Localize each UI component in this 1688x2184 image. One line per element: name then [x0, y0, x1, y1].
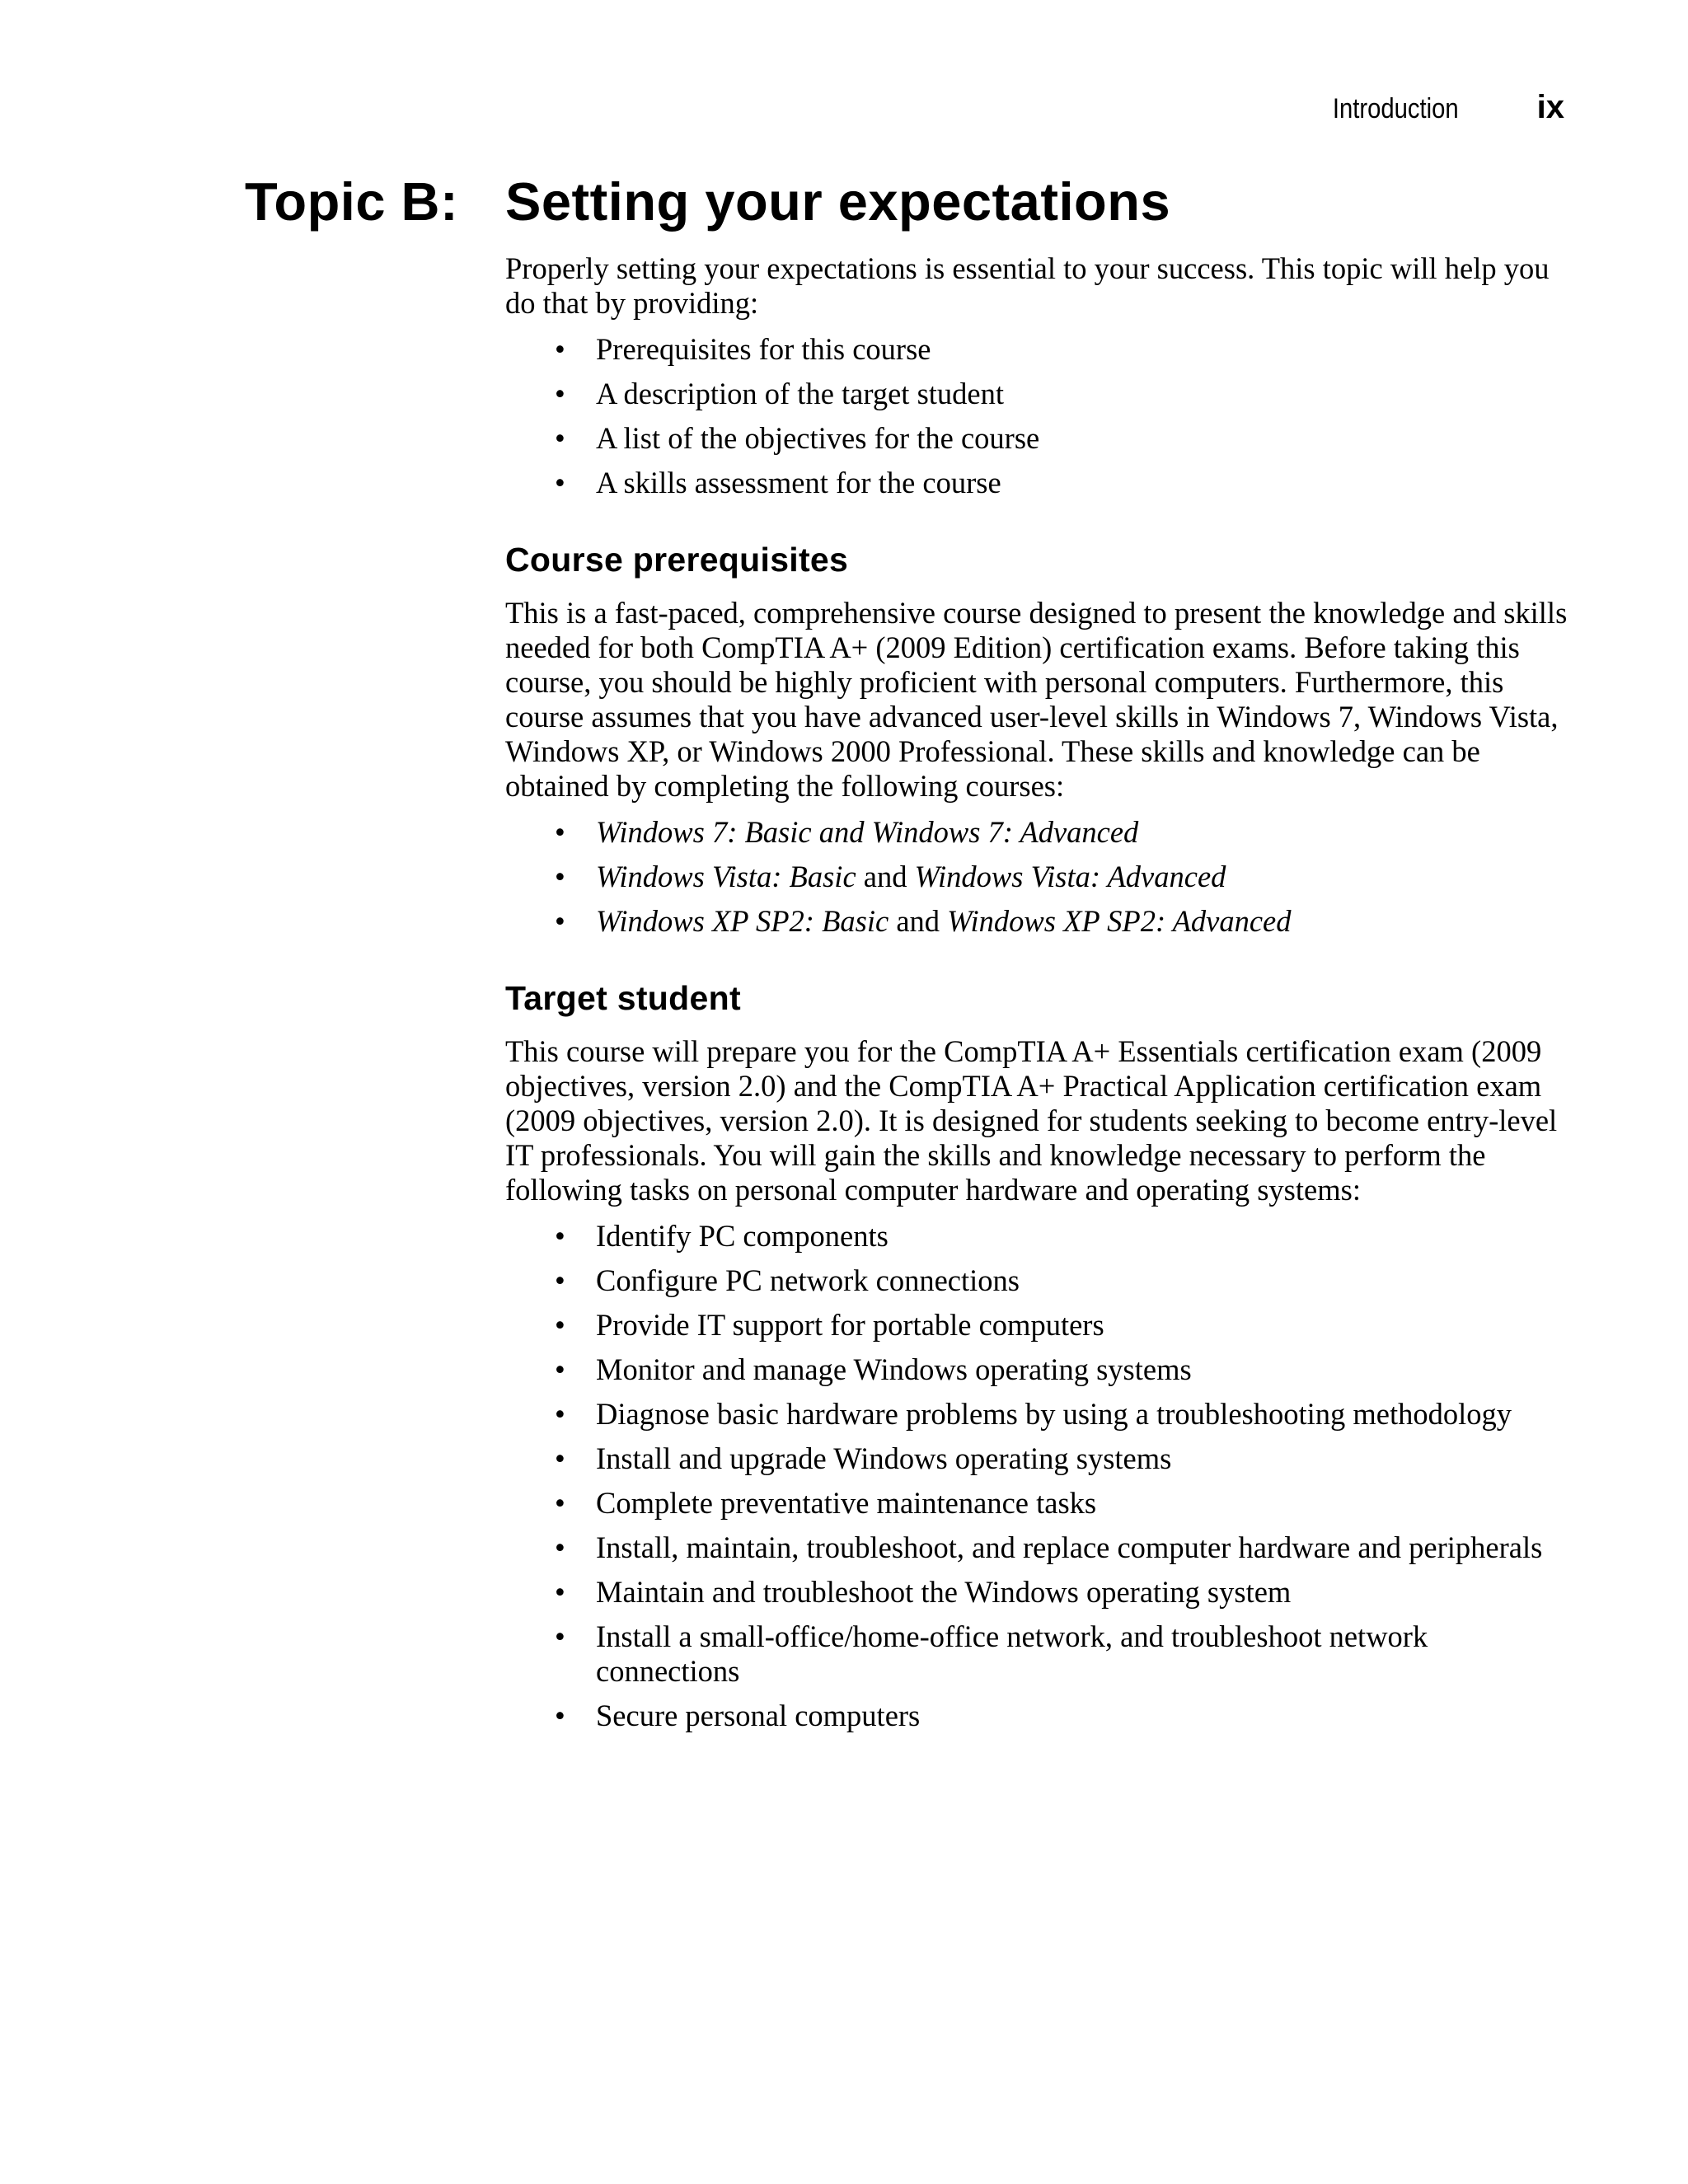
list-item: • Install and upgrade Windows operating systems: [596, 1441, 1577, 1476]
list-item: • Prerequisites for this course: [596, 332, 1577, 367]
intro-list: [505, 332, 1577, 500]
list-item: • Identify PC components: [596, 1219, 1577, 1254]
course-title: Windows XP SP2: Advanced: [947, 904, 1292, 938]
course-title: Windows XP SP2: Basic: [596, 904, 889, 938]
list-item: • Diagnose basic hardware problems by using a troubleshooting methodology: [596, 1397, 1577, 1432]
list-item: [596, 815, 1577, 850]
course-title: Windows 7: Advanced: [871, 815, 1139, 849]
list-item: • Install, maintain, troubleshoot, and replace computer hardware and peripherals: [596, 1530, 1577, 1565]
course-joiner: and: [889, 904, 948, 938]
courses-list: [505, 815, 1577, 939]
list-item: • Install a small-office/home-office network, and troubleshoot network connections: [596, 1619, 1577, 1689]
page-content: [505, 251, 1577, 1743]
prerequisites-heading: Course prerequisites: [505, 541, 849, 579]
list-item: • A skills assessment for the course: [596, 466, 1577, 500]
course-joiner: and: [811, 815, 872, 849]
tasks-list: [505, 1219, 1577, 1733]
list-item: • Provide IT support for portable computers: [596, 1308, 1577, 1343]
topic-title: Setting your expectations: [505, 171, 1171, 232]
list-item: • Secure personal computers: [596, 1699, 1577, 1733]
list-item: • A description of the target student: [596, 377, 1577, 411]
course-title: Windows Vista: Advanced: [914, 860, 1226, 893]
page-number: ix: [1536, 89, 1564, 125]
list-item: • Configure PC network connections: [596, 1263, 1577, 1298]
list-item: • Monitor and manage Windows operating systems: [596, 1352, 1577, 1387]
running-head-section: Introduction: [1332, 93, 1459, 124]
running-head: [1312, 89, 1564, 126]
list-item: • Maintain and troubleshoot the Windows operating system: [596, 1575, 1577, 1610]
list-item: • A list of the objectives for the course: [596, 421, 1577, 456]
target-student-heading: Target student: [505, 979, 741, 1017]
topic-label: Topic B:: [245, 171, 459, 232]
list-item: [596, 860, 1577, 894]
course-title: Windows Vista: Basic: [596, 860, 856, 893]
intro-paragraph: Properly setting your expectations is essential to your success. This topic will help you do that by providing:: [505, 251, 1550, 320]
list-item: [596, 904, 1577, 939]
course-joiner: and: [856, 860, 915, 893]
list-item: • Complete preventative maintenance tasks: [596, 1486, 1577, 1521]
target-student-paragraph: This course will prepare you for the CompTIA A+ Essentials certification exam (2009 objectives, version 2.0) and the CompTIA A+ Practical Application certification exam (2009 objectives, version 2.0). It is designed for students seeking to become entry-level IT professionals. You will gain the skills and knowledge necessary to perform the following tasks on personal computer hardware and operating systems:: [505, 1034, 1558, 1207]
prerequisites-paragraph: This is a fast-paced, comprehensive course designed to present the knowledge and skills needed for both CompTIA A+ (2009 Edition) certification exams. Before taking this course, you should be highly proficient with personal computers. Furthermore, this course assumes that you have advanced user-level skills in Windows 7, Windows Vista, Windows XP, or Windows 2000 Professional. These skills and knowledge can be obtained by completing the following courses:: [505, 596, 1568, 803]
course-title: Windows 7: Basic: [596, 815, 812, 849]
